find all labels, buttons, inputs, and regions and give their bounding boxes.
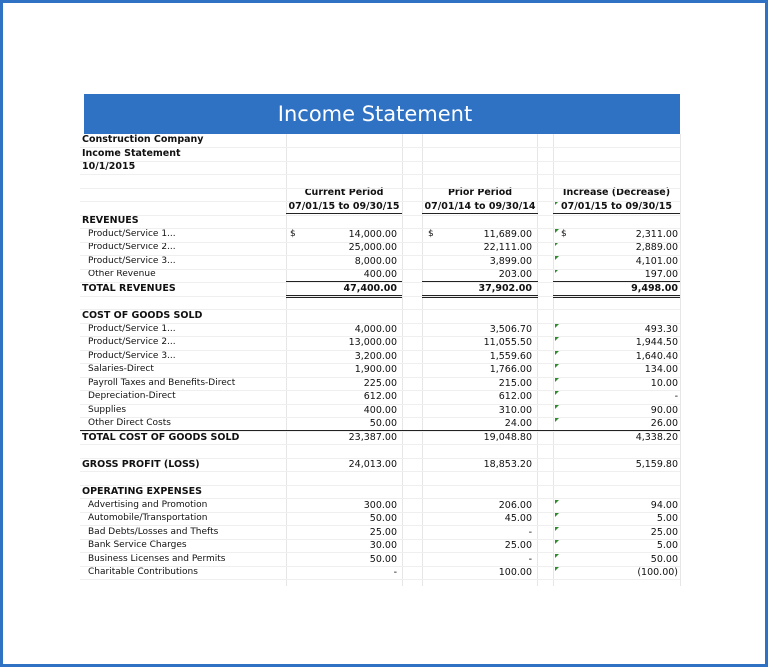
grid-line xyxy=(80,431,680,432)
grid-line xyxy=(80,161,680,162)
grid-line xyxy=(80,242,680,243)
row-label: Product/Service 1... xyxy=(88,228,176,239)
company-row xyxy=(80,133,680,147)
prior-period-range: 07/01/14 to 09/30/14 xyxy=(424,201,536,212)
section-heading xyxy=(80,485,680,499)
current-value: 14,000.00 xyxy=(348,228,397,240)
current-value: 612.00 xyxy=(363,391,397,402)
current-value: 400.00 xyxy=(363,404,397,416)
cogs-row xyxy=(80,404,680,418)
grid-line xyxy=(80,228,680,229)
row-label: Product/Service 1... xyxy=(88,323,176,334)
cogs-row xyxy=(80,377,680,391)
prior-value: 310.00 xyxy=(498,404,532,416)
change-value: 493.30 xyxy=(644,323,678,335)
prior-value: 45.00 xyxy=(504,513,532,524)
cell-note-marker xyxy=(555,391,559,395)
page-title: Income Statement xyxy=(84,94,680,134)
grid-line xyxy=(80,147,680,148)
prior-value: 22,111.00 xyxy=(483,242,532,253)
grid-line xyxy=(80,404,680,405)
currency-symbol: $ xyxy=(561,228,567,239)
change-value: 5.00 xyxy=(656,513,678,524)
grid-line xyxy=(80,525,680,526)
prior-value: 3,899.00 xyxy=(489,255,532,267)
change-value: 26.00 xyxy=(650,418,678,429)
current-value: 8,000.00 xyxy=(354,255,397,267)
change-value: 1,640.40 xyxy=(635,350,678,362)
grid-line xyxy=(80,390,680,391)
change-value: 2,889.00 xyxy=(635,242,678,253)
revenue-row xyxy=(80,268,680,282)
prior-value: 3,506.70 xyxy=(489,323,532,335)
change-range: 07/01/15 to 09/30/15 xyxy=(561,201,672,212)
gross-profit-label: GROSS PROFIT (LOSS) xyxy=(82,459,200,470)
cell-note-marker xyxy=(555,418,559,422)
current-value: 225.00 xyxy=(363,377,397,389)
opex-row xyxy=(80,512,680,526)
grid-line xyxy=(80,255,680,256)
prior-value: 11,055.50 xyxy=(483,337,532,348)
change-value: 2,311.00 xyxy=(635,228,678,240)
grid-line xyxy=(680,134,681,586)
current-value: 400.00 xyxy=(363,269,397,280)
opex-row xyxy=(80,566,680,580)
current-value: 13,000.00 xyxy=(348,337,397,348)
row-label: Other Revenue xyxy=(88,269,156,279)
cell-note-marker xyxy=(555,229,559,233)
doc-name-row xyxy=(80,147,680,161)
cell-note-marker xyxy=(555,324,559,328)
row-label: Product/Service 3... xyxy=(88,350,176,361)
grid-line xyxy=(80,174,680,175)
grid-line xyxy=(80,579,680,580)
current-value: 300.00 xyxy=(363,499,397,511)
currency-symbol: $ xyxy=(428,228,434,239)
prior-value: 206.00 xyxy=(498,499,532,511)
prior-value: - xyxy=(528,553,532,565)
cell-note-marker xyxy=(555,269,559,273)
cell-note-marker xyxy=(555,527,559,531)
cell-note-marker xyxy=(555,405,559,409)
row-label: Supplies xyxy=(88,404,127,415)
current-value: 23,387.00 xyxy=(348,432,397,443)
change-value: 10.00 xyxy=(650,377,678,389)
cell-note-marker xyxy=(555,513,559,517)
change-value: - xyxy=(674,391,678,402)
revenues-heading: REVENUES xyxy=(82,215,139,226)
row-label: Advertising and Promotion xyxy=(88,499,208,510)
grid-line xyxy=(80,485,680,486)
grid-line xyxy=(80,444,680,445)
cogs-row xyxy=(80,350,680,364)
cogs-heading: COST OF GOODS SOLD xyxy=(82,310,203,321)
cell-note-marker xyxy=(555,554,559,558)
change-value: 5,159.80 xyxy=(635,459,678,470)
row-label: Bad Debts/Losses and Thefts xyxy=(88,526,219,537)
total-row xyxy=(80,282,680,296)
grid-line xyxy=(80,498,680,499)
cogs-row xyxy=(80,336,680,350)
change-value: 134.00 xyxy=(644,364,678,375)
current-value: 25,000.00 xyxy=(348,242,397,253)
prior-value: 19,048.80 xyxy=(483,432,532,443)
prior-value: 37,902.00 xyxy=(478,283,532,294)
current-value: 50.00 xyxy=(369,418,397,429)
section-heading xyxy=(80,214,680,228)
current-value: 24,013.00 xyxy=(348,459,397,470)
opex-row xyxy=(80,499,680,513)
cell-note-marker xyxy=(555,256,559,260)
prior-value: 612.00 xyxy=(498,391,532,402)
row-label: Charitable Contributions xyxy=(88,567,198,577)
grid-line xyxy=(80,282,680,283)
change-value: 9,498.00 xyxy=(631,283,678,294)
total-revenues-label: TOTAL REVENUES xyxy=(82,283,176,294)
cell-note-marker xyxy=(555,540,559,544)
grid-line xyxy=(80,269,680,270)
grid-line xyxy=(80,552,680,553)
prior-value: 11,689.00 xyxy=(483,228,532,240)
date-row xyxy=(80,160,680,174)
cell-note-marker xyxy=(555,337,559,341)
gross-profit-row xyxy=(80,458,680,472)
cell-note-marker xyxy=(555,567,559,571)
row-label: Product/Service 2... xyxy=(88,337,176,347)
current-value: 47,400.00 xyxy=(343,283,397,294)
row-label: Bank Service Charges xyxy=(88,540,187,550)
grid-line xyxy=(80,323,680,324)
current-value: 3,200.00 xyxy=(354,350,397,362)
change-value: 1,944.50 xyxy=(635,337,678,348)
prior-value: 24.00 xyxy=(504,418,532,429)
grid-line xyxy=(80,417,680,418)
current-period-header: Current Period xyxy=(304,187,384,198)
prior-period-header: Prior Period xyxy=(447,187,513,198)
cell-note-marker xyxy=(555,351,559,355)
change-value: 4,101.00 xyxy=(635,255,678,267)
cell-note-marker xyxy=(555,500,559,504)
change-value: 197.00 xyxy=(644,269,678,280)
document-name: Income Statement xyxy=(82,147,181,159)
grid-line xyxy=(80,188,680,189)
row-label: Payroll Taxes and Benefits-Direct xyxy=(88,377,236,388)
cogs-row xyxy=(80,363,680,377)
revenue-row xyxy=(80,228,680,242)
change-value: (100.00) xyxy=(637,567,678,578)
statement-date: 10/1/2015 xyxy=(82,161,136,172)
opex-heading: OPERATING EXPENSES xyxy=(82,486,202,497)
total-cogs-label: TOTAL COST OF GOODS SOLD xyxy=(82,432,240,443)
current-period-range: 07/01/15 to 09/30/15 xyxy=(288,201,400,212)
prior-value: 215.00 xyxy=(498,377,532,389)
change-value: 94.00 xyxy=(650,499,678,511)
revenue-row xyxy=(80,241,680,255)
cogs-row xyxy=(80,323,680,337)
change-value: 50.00 xyxy=(650,553,678,565)
row-label: Product/Service 2... xyxy=(88,242,176,252)
cell-note-marker xyxy=(555,378,559,382)
current-value: 1,900.00 xyxy=(354,364,397,375)
prior-value: 1,766.00 xyxy=(489,364,532,375)
row-label: Product/Service 3... xyxy=(88,255,176,266)
grid-line xyxy=(80,539,680,540)
change-value: 90.00 xyxy=(650,404,678,416)
current-value: 4,000.00 xyxy=(354,323,397,335)
row-label: Depreciation-Direct xyxy=(88,391,176,401)
opex-row xyxy=(80,539,680,553)
cell-note-marker xyxy=(555,242,559,246)
prior-value: - xyxy=(528,526,532,538)
current-value: 30.00 xyxy=(369,540,397,551)
change-value: 25.00 xyxy=(650,526,678,538)
grid-line xyxy=(80,566,680,567)
grid-line xyxy=(80,215,680,216)
revenue-row xyxy=(80,255,680,269)
current-value: 50.00 xyxy=(369,553,397,565)
change-header: Increase (Decrease) xyxy=(562,187,671,198)
row-label: Salaries-Direct xyxy=(88,364,154,374)
cogs-row xyxy=(80,390,680,404)
change-value: 4,338.20 xyxy=(635,432,678,443)
currency-symbol: $ xyxy=(290,228,296,239)
grid-line xyxy=(80,377,680,378)
prior-value: 25.00 xyxy=(504,540,532,551)
prior-value: 18,853.20 xyxy=(483,459,532,470)
cogs-row xyxy=(80,417,680,431)
prior-value: 100.00 xyxy=(498,567,532,578)
opex-row xyxy=(80,526,680,540)
grid-line xyxy=(80,201,680,202)
current-value: 50.00 xyxy=(369,513,397,524)
grid-line xyxy=(80,458,680,459)
change-value: 5.00 xyxy=(656,540,678,551)
cell-note-marker xyxy=(555,364,559,368)
row-label: Other Direct Costs xyxy=(88,418,171,428)
grid-line xyxy=(80,350,680,351)
grid-line xyxy=(80,363,680,364)
grid-line xyxy=(80,471,680,472)
opex-row xyxy=(80,553,680,567)
section-heading xyxy=(80,309,680,323)
current-value: 25.00 xyxy=(369,526,397,538)
grid-line xyxy=(80,336,680,337)
grid-line xyxy=(80,309,680,310)
current-value: - xyxy=(393,567,397,578)
prior-value: 1,559.60 xyxy=(489,350,532,362)
company-name: Construction Company xyxy=(82,134,204,145)
row-label: Automobile/Transportation xyxy=(88,513,208,523)
grid-line xyxy=(80,296,680,297)
row-label: Business Licenses and Permits xyxy=(88,553,226,564)
prior-value: 203.00 xyxy=(498,269,532,280)
grid-line xyxy=(80,512,680,513)
total-row xyxy=(80,431,680,445)
